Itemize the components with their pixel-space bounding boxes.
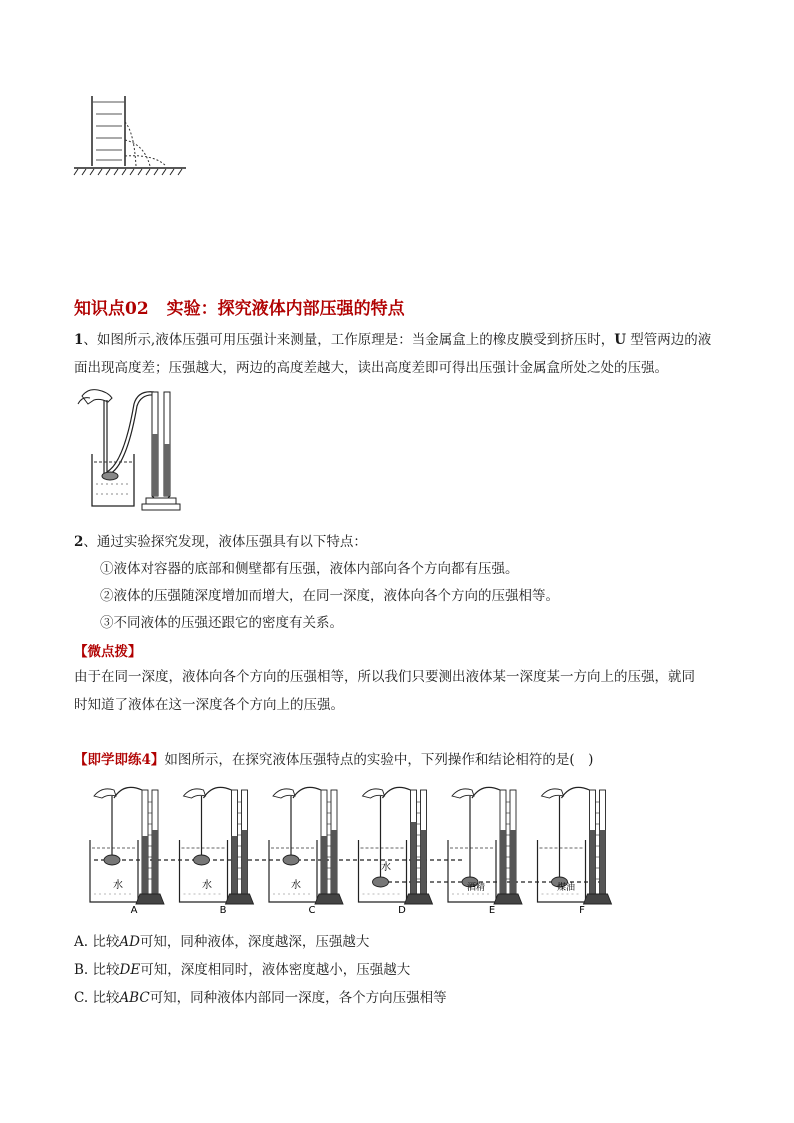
water-jet-figure [70, 92, 190, 178]
experiment-panel-b [180, 787, 254, 904]
feature-item-1: ①液体对容器的底部和侧壁都有压强，液体内部向各个方向都有压强。 [100, 561, 519, 577]
point-2-intro: 2、通过实验探究发现，液体压强具有以下特点： [74, 534, 367, 550]
exercise-label: 【即学即练4】 [74, 752, 165, 768]
option-a[interactable]: A. 比较AD可知，同种液体，深度越深，压强越大 [74, 934, 370, 950]
experiment-panel-d [359, 787, 433, 904]
option-c[interactable]: C. 比较ABC可知，同种液体内部同一深度，各个方向压强相等 [74, 990, 447, 1006]
panel-label-f: F [579, 905, 585, 916]
panel-label-c: C [308, 905, 316, 916]
manometer-figure [74, 384, 184, 516]
experiment-panel-a [90, 787, 164, 904]
point-2-number: 2 [74, 534, 84, 550]
liquid-label-a: 水 [113, 880, 123, 891]
exercise-question: 【即学即练4】如图所示，在探究液体压强特点的实验中，下列操作和结论相符的是( ) [74, 752, 594, 768]
section-title [74, 294, 405, 319]
section-heading: 实验：探究液体内部压强的特点 [166, 299, 405, 319]
liquid-label-e: 酒精 [466, 883, 486, 893]
feature-item-2: ②液体的压强随深度增加而增大，在同一深度，液体向各个方向的压强相等。 [100, 588, 559, 604]
liquid-label-c: 水 [291, 880, 301, 891]
liquid-label-f: 煤油 [556, 883, 576, 893]
panel-label-d: D [398, 905, 406, 916]
liquid-label-b: 水 [202, 880, 212, 891]
tip-label: 【微点拨】 [74, 644, 142, 660]
panel-label-a: A [130, 905, 138, 916]
feature-item-3: ③不同液体的压强还跟它的密度有关系。 [100, 615, 343, 631]
point-1-number: 1 [74, 332, 84, 348]
panel-label-e: E [488, 905, 496, 916]
option-b[interactable]: B. 比较DE可知，深度相同时，液体密度越小，压强越大 [74, 962, 411, 978]
section-number: 知识点02 [74, 299, 149, 319]
tip-paragraph: 由于在同一深度，液体向各个方向的压强相等，所以我们只要测出液体某一深度某一方向上的压强，就同 时知道了液体在这一深度各个方向上的压强。 [74, 669, 695, 713]
point-1-paragraph: 1、如图所示,液体压强可用压强计来测量，工作原理是：当金属盒上的橡皮膜受到挤压时，U 型管两边的液 面出现高度差；压强越大，两边的高度差越大，读出高度差即可得出压强计金属盒所处之处的压强。 [74, 332, 712, 376]
liquid-label-d: 水 [381, 862, 391, 873]
experiment-panel-c [269, 787, 343, 904]
panel-label-b: B [219, 905, 227, 916]
experiment-figure [84, 778, 628, 918]
